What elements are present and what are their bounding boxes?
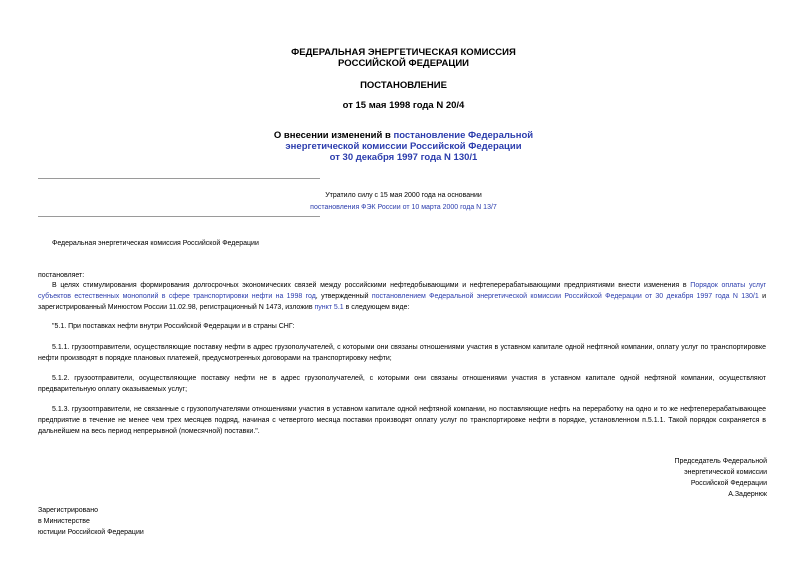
lost-force-note <box>250 190 557 214</box>
title-link-part-3[interactable]: от 30 декабря 1997 года N 130/1 <box>329 152 478 163</box>
agency-line-2: РОССИЙСКОЙ ФЕДЕРАЦИИ <box>337 58 469 69</box>
p1-text-a: В целях стимулирования формирования долгосрочных экономических связей между российскими нефтедобывающими и нефтеперерабатывающими предприятиями внести изменения в <box>52 282 691 289</box>
paragraph-3: 5.1.1. грузоотправители, осуществляющие поставку нефти в адрес грузополучателей, с которыми они связаны отношениями участия в уставном капитале одной нефтяной компании, оплату услуг по транспортировке нефти производят в порядке плановых платежей, предусмотренных договорами на транспортировку нефти; <box>38 344 766 362</box>
title-link-part-1[interactable]: постановление Федеральной <box>393 130 534 141</box>
title-prefix: О внесении изменений в <box>273 130 394 141</box>
paragraph-2: "5.1. При поставках нефти внутри Российской Федерации и в страны СНГ: <box>52 323 295 330</box>
p1-link-resolution[interactable]: постановлением Федеральной энергетической комиссии Российской Федерации от 30 декабря 1997 года N 130/1 <box>371 293 759 300</box>
agency-line-1: ФЕДЕРАЛЬНАЯ ЭНЕРГЕТИЧЕСКАЯ КОМИССИЯ <box>291 47 516 58</box>
paragraph-4: 5.1.2. грузоотправители, осуществляющие поставку нефти не в адрес грузополучателей, с которыми они связаны отношениями участия в уставном капитале одной нефтяной компании, осуществляют предварительную оплату оказываемых услуг; <box>38 375 766 393</box>
registration-line-1: Зарегистрировано <box>38 507 98 514</box>
signature-line-2: энергетической комиссии <box>684 469 767 476</box>
document-date: от 15 мая 1998 года N 20/4 <box>342 100 465 111</box>
divider-bottom <box>38 216 320 217</box>
signature-block <box>674 456 767 500</box>
signature-line-1: Председатель Федеральной <box>674 458 767 465</box>
p1-text-d: в следующем виде: <box>343 304 410 311</box>
paragraph-5: 5.1.3. грузоотправители, не связанные с грузополучателями отношениями участия в уставном капитале одной нефтяной компании, но поставляющие нефть на переработку на одно и то же нефтеперерабатывающее предприятие в течение не менее чем трех месяцев подряд, начиная с четвертого месяца поставки производят оплату услуг по транспортировке нефти в порядке, установленном п.5.1.1. Такой порядок сохраняется в дальнейшем на весь период непрерывной (помесячной) поставки.". <box>38 406 766 435</box>
document-type: ПОСТАНОВЛЕНИЕ <box>360 80 447 91</box>
lost-force-link[interactable]: постановления ФЭК России от 10 марта 2000 года N 13/7 <box>310 204 497 211</box>
registration-block <box>38 505 144 538</box>
signature-name: А.Задернюк <box>728 491 767 498</box>
p1-text-c: и зарегистрированный Минюстом России 11.02.98, регистрационный N 1473, изложив <box>38 293 766 311</box>
lost-force-text: Утратило силу с 15 мая 2000 года на основании <box>325 192 482 199</box>
p1-link-clause[interactable]: пункт 5.1 <box>314 304 344 311</box>
p1-link-order[interactable]: Порядок оплаты услуг субъектов естественных монополий в сфере транспортировки нефти на 1998 год <box>38 282 766 300</box>
agency-name <box>0 47 807 69</box>
decides-label: постановляет: <box>38 272 85 279</box>
paragraph-1 <box>38 280 766 313</box>
title-link-part-2[interactable]: энергетической комиссии Российской Федерации <box>285 141 522 152</box>
divider-top <box>38 178 320 179</box>
registration-line-3: юстиции Российской Федерации <box>38 529 144 536</box>
document-title <box>0 130 807 163</box>
p1-text-b: , утвержденный <box>315 293 372 300</box>
issuing-organization: Федеральная энергетическая комиссия Российской Федерации <box>52 240 259 247</box>
registration-line-2: в Министерстве <box>38 518 90 525</box>
signature-line-3: Российской Федерации <box>690 480 767 487</box>
